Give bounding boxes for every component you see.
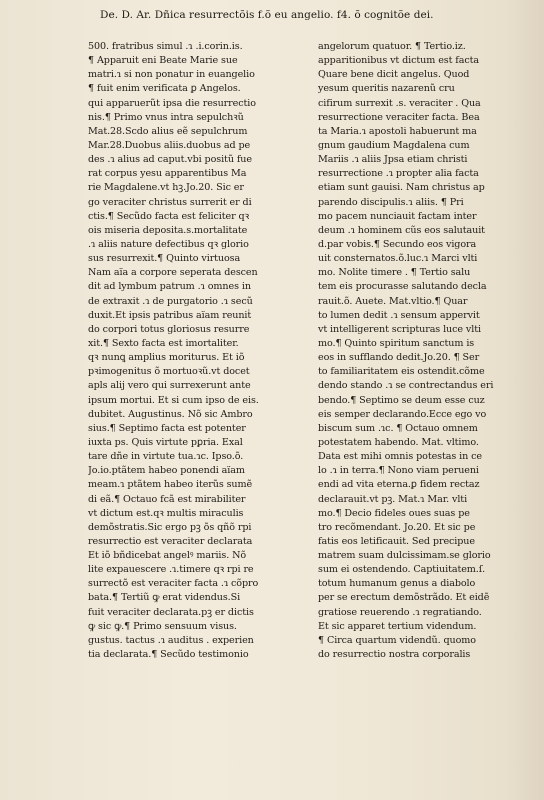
text-line: ¶ fuit enim verificata ꝑ Angelos.	[88, 83, 241, 95]
text-line: biscum sum .ɿc. ¶ Octauo omnem	[318, 422, 478, 434]
text-line: do resurrectio nostra corporalis	[318, 649, 471, 661]
text-line: .ɿ aliis nature defectibus qꝛ glorio	[88, 238, 249, 250]
text-line: go veraciter christus surrerit er di	[88, 196, 252, 208]
text-line: yesum queritis nazarenũ cru	[318, 83, 455, 95]
right-text-column	[318, 40, 520, 662]
text-line: to lumen dedit .ɿ sensum appervit	[318, 309, 480, 321]
text-line: fuit veraciter declarata.pꝫ er dictis	[88, 606, 254, 618]
text-line: apparitionibus vt dictum est facta	[318, 55, 480, 67]
text-line: mo. Nolite timere . ¶ Tertio salu	[318, 267, 471, 279]
text-line: uit consternatos.õ.luc.ɿ Marci vlti	[318, 253, 478, 265]
text-line: duxit.Et ipsis patribus aïam reuniṫ	[88, 309, 252, 321]
text-line: Jo.io.ptãtem habeo ponendi aïam	[88, 465, 245, 477]
text-line: matri.ɿ si non ponatur in euangelio	[88, 69, 255, 81]
text-line: ꝙ sic ꝙ.¶ Primo sensuum visus.	[88, 620, 237, 632]
text-line: tro recõmendant. Jo.20. Et sic pe	[318, 521, 476, 533]
text-line: dendo stando .ɿ se contrectandus eri	[318, 380, 494, 392]
text-line: lite expauescere .ɿ.timere qꝛ rpi re	[88, 564, 254, 576]
text-line: Mar.28.Duobus aliis.duobus ad pe	[88, 139, 251, 151]
text-line: Mariis .ɿ aliis Jpsa etiam christi	[318, 154, 468, 166]
running-header: De. D. Ar. Dñica resurrectõis f.õ eu angelio. f4. õ cognitõe dei.	[100, 9, 434, 21]
text-line: tem eis procurasse salutando decla	[318, 281, 487, 293]
text-line: 500. fratribus simul .ɿ .i.corin.is.	[88, 41, 243, 52]
text-line: surrectõ est veraciter facta .ɿ cõpro	[88, 578, 259, 590]
text-line: ipsum mortui. Et si cum ipso de eis.	[88, 394, 259, 406]
text-line: etiam sunt gauisi. Nam christus ap	[318, 182, 485, 194]
text-line: di eã.¶ Octauo fcã est mirabiliter	[88, 493, 246, 505]
text-line: Mat.28.Scdo alius eẽ sepulchrum	[88, 125, 248, 137]
text-line: tia declarata.¶ Secũdo testimonio	[88, 649, 249, 661]
text-line: Nam aïa a corpore seperata descen	[88, 267, 258, 279]
text-line: do corpori totus gloriosus resurre	[88, 323, 250, 335]
text-line: qui apparuerũt ipsa die resurrectio	[88, 97, 256, 109]
text-line: de extraxit .ɿ de purgatorio .ɿ secũ	[88, 295, 253, 307]
text-line: bendo.¶ Septimo se deum esse cuz	[318, 394, 485, 406]
text-line: des .ɿ alius ad caput.vbi positũ fue	[88, 154, 252, 166]
text-line: mo pacem nunciauit factam inter	[318, 210, 477, 222]
text-line: resurrectio est veraciter declarata	[88, 535, 253, 547]
text-line: deum .ɿ hominem cũs eos salutauit	[318, 224, 485, 236]
text-line: gratiose reuerendo .ɿ regratiando.	[318, 606, 482, 618]
text-line: matrem suam dulcissimam.se glorio	[318, 550, 491, 562]
text-line: resurrectione veraciter facta. Bea	[318, 111, 480, 123]
text-line: demõstratis.Sic ergo pꝫ õs qñõ rpi	[88, 521, 252, 533]
text-line: Quare bene dicit angelus. Quod	[318, 69, 470, 81]
text-line: resurrectione .ɿ propter alia facta	[318, 168, 479, 180]
text-line: apls alij vero qui surrexerunt ante	[88, 380, 251, 392]
text-line: to familiaritatem eis ostendit.cõme	[318, 366, 485, 378]
text-line: iuxta ps. Quis virtute pꝑria. Exal	[88, 436, 243, 448]
text-line: ctis.¶ Secũdo facta est feliciter qꝛ	[88, 210, 250, 222]
text-line: dit ad lymbum patrum .ɿ omnes in	[88, 281, 251, 293]
text-line: eos in sufflando dedit.Jo.20. ¶ Ser	[318, 352, 480, 364]
text-line: cifirum surrexit .s. veraciter . Qua	[318, 97, 481, 109]
text-line: fatis eos letificauit. Sed precipue	[318, 535, 475, 547]
text-line: sius.¶ Septimo facta est potenter	[88, 422, 246, 434]
text-line: rauit.õ. Auete. Mat.vltio.¶ Quar	[318, 295, 468, 307]
text-line: rat corpus yesu apparentibus Ma	[88, 168, 247, 180]
left-text-column	[88, 40, 296, 662]
text-line: declarauit.vt pꝫ. Mat.ɿ Mar. vlti	[318, 493, 468, 505]
text-line: sum ei ostendendo. Captiuitatem.ſ.	[318, 564, 486, 576]
text-line: ta Maria.ɿ apostoli habuerunt ma	[318, 125, 477, 137]
text-line: qꝛ nunꝗ amplius moriturus. Et iõ	[88, 352, 245, 364]
text-line: xit.¶ Sexto facta est imortaliter.	[88, 337, 239, 349]
text-line: Et iõ bñdicebat angelꝰ mariis. Nõ	[88, 550, 247, 562]
text-line: Et sic apparet tertium videndum.	[318, 620, 477, 632]
text-line: angelorum quatuor. ¶ Tertio.iz.	[318, 41, 466, 52]
text-line: vt intelligerent scripturas luce vlti	[318, 323, 481, 335]
text-line: meam.ɿ ptãtem habeo iterũs sumẽ	[88, 479, 253, 491]
text-line: ois miseria deposita.s.mortalitate	[88, 224, 248, 236]
text-line: endi ad vita eterna.ꝑ fidem rectaz	[318, 479, 480, 491]
text-line: gustus. tactus .ɿ auditus . experien	[88, 634, 254, 646]
text-line: per se erectum demõstrãdo. Et eidẽ	[318, 592, 490, 604]
text-line: Data est mihi omnis potestas in ce	[318, 451, 482, 463]
text-line: sus resurrexit.¶ Quinto virtuosa	[88, 253, 241, 265]
text-line: bata.¶ Tertiũ ꝙ erat videndus.Si	[88, 592, 241, 604]
text-line: nis.¶ Primo vnus intra sepulchꝛũ	[88, 111, 244, 123]
text-line: mo.¶ Decio fideles oues suas pe	[318, 507, 470, 519]
text-line: pꝛimogenitus õ mortuoꝛũ.vt docet	[88, 366, 250, 378]
text-line: ¶ Apparuit eni Beate Marie sue	[88, 55, 238, 67]
text-line: ¶ Circa quartum videndũ. quomo	[318, 634, 476, 646]
text-line: mo.¶ Quinto spiritum sanctum is	[318, 337, 475, 349]
text-line: dubitet. Augustinus. Nõ sic Ambro	[88, 408, 253, 420]
text-line: d.par vobis.¶ Secundo eos vigora	[318, 238, 477, 250]
text-line: tare dñe in virtute tua.ɿc. Ipso.õ.	[88, 451, 244, 463]
text-line: rie Magdalene.vt hꝫ.Jo.20. Sic er	[88, 182, 244, 194]
text-line: potestatem habendo. Mat. vltimo.	[318, 436, 479, 448]
text-line: eis semper declarando.Ecce ego vo	[318, 408, 487, 420]
text-line: parendo discipulis.ɿ aliis. ¶ Pri	[318, 196, 464, 208]
text-line: vt dictum est.qꝛ multis miraculis	[88, 507, 244, 519]
text-line: lo .ɿ in terra.¶ Nono viam perueni	[318, 465, 479, 477]
text-line: totum humanum genus a diabolo	[318, 578, 476, 590]
text-line: gnum gaudium Magdalena cum	[318, 139, 470, 151]
